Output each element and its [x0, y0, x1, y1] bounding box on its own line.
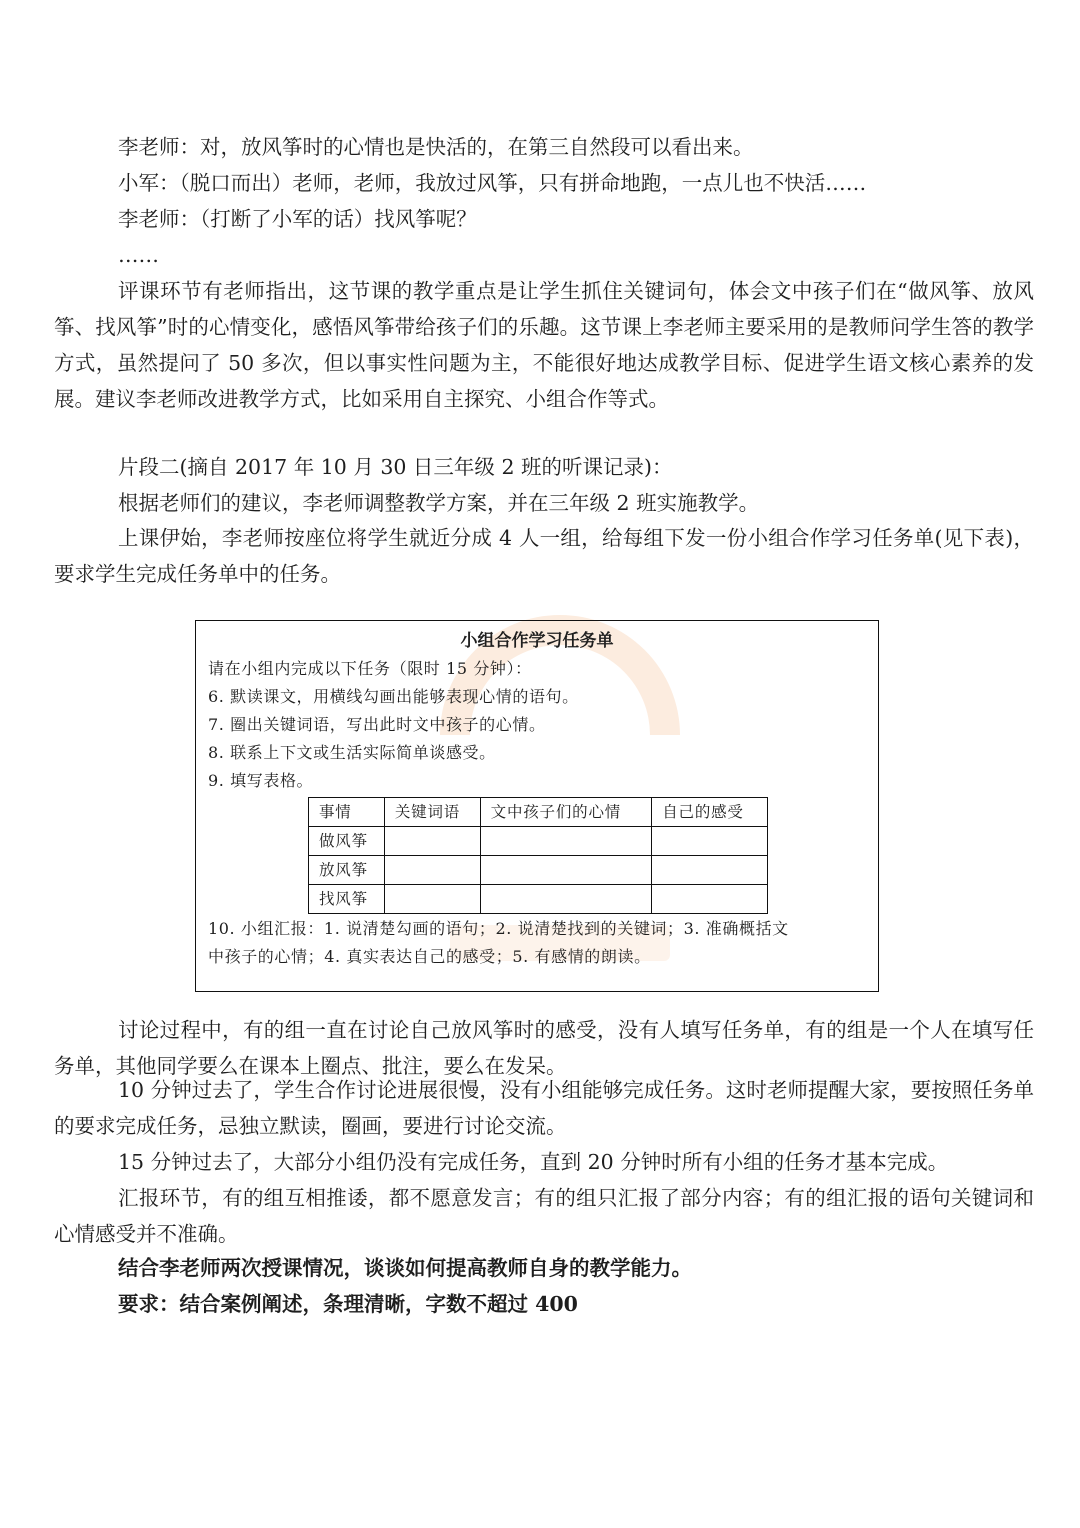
table-cell [652, 827, 768, 856]
table-cell [384, 885, 480, 914]
task-table [308, 797, 768, 914]
table-cell [652, 856, 768, 885]
body-paragraph: 15 分钟过去了，大部分小组仍没有完成任务，直到 20 分钟时所有小组的任务才基本完成。 [118, 1150, 949, 1174]
body-paragraph: 讨论过程中，有的组一直在讨论自己放风筝时的感受，没有人填写任务单，有的组是一个人在填写任务单，其他同学要么在课本上圈点、批注，要么在发呆。 [54, 1018, 1034, 1078]
dialogue-line: 李老师：对，放风筝时的心情也是快活的，在第三自然段可以看出来。 [118, 135, 754, 159]
table-cell [480, 885, 652, 914]
table-header-cell: 关键词语 [384, 798, 480, 827]
body-paragraph: 10 分钟过去了，学生合作讨论进展很慢，没有小组能够完成任务。这时老师提醒大家，要按照任务单的要求完成任务，忌独立默读，圈画，要进行讨论交流。 [54, 1078, 1034, 1138]
table-row-label: 找风筝 [309, 885, 385, 914]
task-item: 8. 联系上下文或生活实际简单谈感受。 [208, 743, 496, 762]
task-table-header-row [309, 798, 768, 827]
task-item: 6. 默读课文，用横线勾画出能够表现心情的语句。 [208, 687, 579, 706]
table-cell [480, 827, 652, 856]
requirement-text: 要求：结合案例阐述，条理清晰，字数不超过 400 [118, 1292, 578, 1316]
review-paragraph: 评课环节有老师指出，这节课的教学重点是让学生抓住关键词句，体会文中孩子们在“做风筝、放风筝、找风筝”时的心情变化，感悟风筝带给孩子们的乐趣。这节课上李老师主要采用的是教师问学生答的教学方式，虽然提问了 50 多次，但以事实性问题为主，不能很好地达成教学目标、促进学生语文核心素养的发展。建议李老师改进教学方式，比如采用自主探究、小组合作等式。 [54, 279, 1034, 411]
body-paragraph: 汇报环节，有的组互相推诿，都不愿意发言；有的组只汇报了部分内容；有的组汇报的语句关键词和心情感受并不准确。 [54, 1186, 1034, 1246]
task-item-10: 10. 小组汇报：1. 说清楚勾画的语句；2. 说清楚找到的关键词；3. 准确概括文 [208, 919, 789, 938]
task-table-row [309, 856, 768, 885]
task-sheet-box [195, 620, 879, 992]
task-instruction: 请在小组内完成以下任务（限时 15 分钟）： [208, 659, 532, 678]
task-item-10-continued: 中孩子的心情；4. 真实表达自己的感受；5. 有感情的朗读。 [208, 947, 651, 966]
task-item: 7. 圈出关键词语，写出此时文中孩子的心情。 [208, 715, 546, 734]
table-header-cell: 事情 [309, 798, 385, 827]
table-header-cell: 文中孩子们的心情 [480, 798, 652, 827]
task-table-row [309, 885, 768, 914]
question-text: 结合李老师两次授课情况，谈谈如何提高教师自身的教学能力。 [118, 1256, 692, 1280]
table-cell [384, 856, 480, 885]
segment-two-start: 上课伊始，李老师按座位将学生就近分成 4 人一组，给每组下发一份小组合作学习任务单(见下表)，要求学生完成任务单中的任务。 [54, 526, 1034, 586]
task-table-row [309, 827, 768, 856]
table-header-cell: 自己的感受 [652, 798, 768, 827]
task-item: 9. 填写表格。 [208, 771, 314, 790]
segment-two-heading: 片段二(摘自 2017 年 10 月 30 日三年级 2 班的听课记录)： [118, 455, 673, 479]
ellipsis-line: …… [118, 243, 159, 267]
segment-two-intro: 根据老师们的建议，李老师调整教学方案，并在三年级 2 班实施教学。 [118, 491, 760, 515]
table-cell [384, 827, 480, 856]
table-cell [652, 885, 768, 914]
task-sheet-title: 小组合作学习任务单 [460, 631, 614, 651]
table-row-label: 做风筝 [309, 827, 385, 856]
dialogue-line: 小军：（脱口而出）老师，老师，我放过风筝，只有拼命地跑，一点儿也不快活…… [118, 171, 867, 195]
table-row-label: 放风筝 [309, 856, 385, 885]
dialogue-line: 李老师：（打断了小军的话）找风筝呢？ [118, 207, 477, 231]
table-cell [480, 856, 652, 885]
